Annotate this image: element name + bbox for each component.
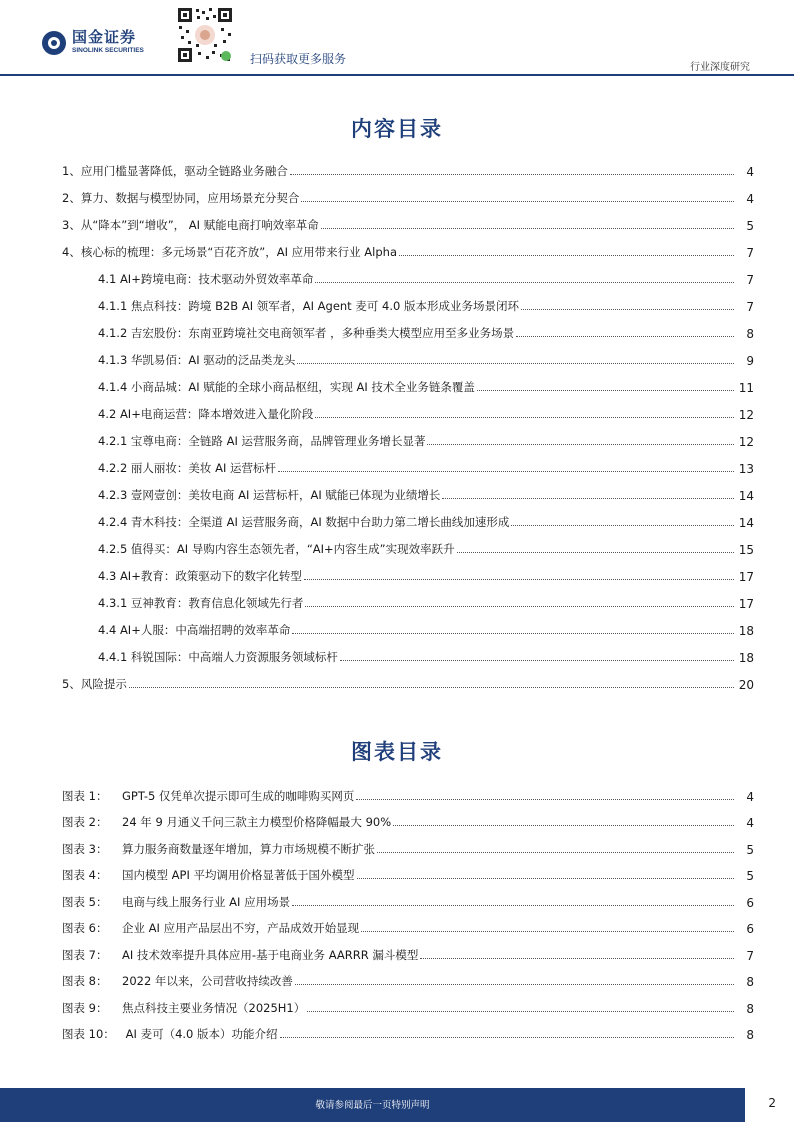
toc-entry-label: 5、风险提示 [62, 677, 127, 691]
toc-entry[interactable] [62, 530, 754, 557]
figure-entry-text: AI 技术效率提升具体应用-基于电商业务 AARRR 漏斗模型 [122, 947, 419, 962]
figure-entry-text: 国内模型 API 平均调用价格显著低于国外模型 [122, 868, 355, 882]
toc-entry-label: 4、核心标的梳理：多元场景“百花齐放”，AI 应用带来行业 Alpha [62, 245, 397, 259]
toc-entry-page: 17 [738, 597, 754, 611]
toc-entry-page: 14 [738, 516, 754, 530]
figure-entry-page: 4 [746, 789, 754, 804]
toc-entry-page: 5 [746, 219, 754, 233]
toc-entry-page: 11 [738, 381, 754, 395]
leader-dots [278, 471, 734, 472]
toc-entry[interactable] [62, 503, 754, 530]
figure-entry-prefix: 图表 6： [62, 921, 108, 935]
leader-dots [305, 606, 734, 607]
toc-entry-label: 4.4.1 科锐国际：中高端人力资源服务领域标杆 [98, 650, 338, 664]
leader-dots [393, 825, 734, 826]
leader-dots [427, 444, 734, 445]
figure-entry[interactable] [62, 910, 754, 937]
figure-entry-prefix: 图表 10： [62, 1027, 115, 1041]
leader-dots [321, 228, 734, 229]
figure-entry-label [62, 947, 420, 963]
figure-entry[interactable] [62, 857, 754, 884]
toc-entry-label: 4.1 AI+跨境电商：技术驱动外贸效率革命 [98, 272, 314, 286]
figure-entry-prefix: 图表 1： [62, 788, 108, 803]
header-divider [0, 74, 794, 76]
toc-entry-label: 2、算力、数据与模型协同，应用场景充分契合 [62, 191, 300, 205]
toc-entry-page: 15 [738, 543, 754, 557]
toc-entry-page: 7 [746, 300, 754, 314]
toc-entry[interactable] [62, 422, 754, 449]
figure-entry[interactable] [62, 936, 754, 963]
leader-dots [521, 309, 734, 310]
toc-entry[interactable] [62, 152, 754, 179]
toc-entry[interactable] [62, 341, 754, 368]
figure-entry-prefix: 图表 8： [62, 974, 108, 988]
figure-entry-prefix: 图表 7： [62, 947, 108, 962]
toc-entry[interactable] [62, 179, 754, 206]
figure-entry-text: 2022 年以来，公司营收持续改善 [122, 974, 293, 988]
figure-entry-prefix: 图表 3： [62, 841, 108, 856]
toc-entry[interactable] [62, 557, 754, 584]
leader-dots [315, 417, 734, 418]
figure-entry[interactable] [62, 989, 754, 1016]
toc-entry-page: 7 [746, 273, 754, 287]
logo-en-text: SINOLINK SECURITIES [72, 47, 144, 54]
leader-dots [295, 984, 734, 985]
toc-entry-label: 4.2.1 宝尊电商：全链路 AI 运营服务商，品牌管理业务增长显著 [98, 434, 426, 448]
figure-entry-label [62, 894, 292, 910]
leader-dots [477, 390, 734, 391]
figure-entry-prefix: 图表 5： [62, 894, 108, 909]
footer-disclaimer: 敬请参阅最后一页特别声明 [315, 1100, 430, 1111]
toc-entry-label: 4.3 AI+教育：政策驱动下的数字化转型 [98, 569, 302, 583]
figure-entry-page: 7 [746, 948, 754, 963]
figure-entry-page: 6 [746, 895, 754, 910]
toc-entry-page: 9 [746, 354, 754, 368]
toc-entry-label: 1、应用门槛显著降低，驱动全链路业务融合 [62, 164, 288, 178]
toc-entry-label: 4.1.2 吉宏股份：东南亚跨境社交电商领军者 ，多种垂类大模型应用至多业务场景 [98, 326, 515, 340]
leader-dots [129, 687, 734, 688]
figure-entry-text: 电商与线上服务行业 AI 应用场景 [122, 894, 291, 909]
toc-entry-page: 12 [738, 408, 754, 422]
figure-entry[interactable] [62, 963, 754, 990]
figure-entry-page: 8 [746, 1001, 754, 1016]
figure-entry-page: 5 [746, 869, 754, 883]
toc-entry-page: 17 [738, 570, 754, 584]
logo-cn-text: 国金证券 [72, 29, 137, 46]
figure-entry-page: 5 [746, 842, 754, 857]
leader-dots [511, 525, 734, 526]
figure-entry[interactable] [62, 830, 754, 857]
report-type-label: 行业深度研究 [690, 62, 750, 73]
figure-entry-text: 算力服务商数量逐年增加，算力市场规模不断扩张 [122, 841, 375, 856]
toc-entry-label: 4.2 AI+电商运营：降本增效进入量化阶段 [98, 407, 314, 421]
figure-list-title: 图表目录 [351, 739, 443, 764]
figure-entry-prefix: 图表 2： [62, 815, 108, 829]
leader-dots [399, 255, 734, 256]
leader-dots [516, 336, 734, 337]
toc-entry-page: 20 [738, 678, 754, 692]
toc-entry-page: 7 [746, 246, 754, 260]
leader-dots [420, 958, 734, 959]
figure-entry-text: AI 麦可（4.0 版本）功能介绍 [122, 1027, 278, 1041]
toc-entry-label: 4.3.1 豆神教育：教育信息化领域先行者 [98, 596, 304, 610]
toc-entry[interactable] [62, 611, 754, 638]
figure-entry-text: GPT-5 仅凭单次提示即可生成的咖啡购买网页 [122, 788, 355, 803]
figure-entry-label [62, 973, 295, 989]
toc-entry[interactable] [62, 449, 754, 476]
toc-entry[interactable] [62, 260, 754, 287]
toc-entry-label: 3、从“降本”到“增收”， AI 赋能电商打响效率革命 [62, 218, 319, 232]
toc-entry-page: 14 [738, 489, 754, 503]
logo-mark-icon [42, 31, 66, 55]
toc-entry-page: 18 [738, 624, 754, 638]
toc-entry-page: 13 [738, 462, 754, 476]
figure-list [62, 777, 754, 1042]
figure-entry[interactable] [62, 777, 754, 804]
figure-entry-page: 6 [746, 922, 754, 936]
figure-entry-page: 4 [746, 816, 754, 830]
leader-dots [297, 363, 734, 364]
figure-entry-label [62, 1026, 280, 1042]
figure-entry-label [62, 920, 361, 936]
leader-dots [361, 931, 734, 932]
toc-entry-page: 8 [746, 327, 754, 341]
figure-entry[interactable] [62, 804, 754, 831]
figure-entry-prefix: 图表 4： [62, 868, 108, 882]
figure-entry-text: 企业 AI 应用产品层出不穷，产品成效开始显现 [122, 921, 360, 935]
toc-entry-page: 4 [746, 192, 754, 206]
toc-entry-label: 4.1.4 小商品城：AI 赋能的全球小商品枢纽，实现 AI 技术全业务链条覆盖 [98, 380, 475, 394]
figure-entry-label [62, 1000, 307, 1016]
toc-entry[interactable] [62, 287, 754, 314]
toc-entry-page: 18 [738, 651, 754, 665]
toc-entry-label: 4.1.1 焦点科技：跨境 B2B AI 领军者，AI Agent 麦可 4.0 版本形成业务场景闭环 [98, 299, 519, 313]
leader-dots [307, 1011, 734, 1012]
leader-dots [357, 878, 734, 879]
toc-entry[interactable] [62, 665, 754, 692]
leader-dots [304, 579, 734, 580]
leader-dots [457, 552, 734, 553]
toc-entry-page: 4 [746, 165, 754, 179]
figure-entry-label [62, 814, 393, 830]
figure-entry-label [62, 867, 357, 883]
toc-entry-label: 4.2.3 壹网壹创：美妆电商 AI 运营标杆，AI 赋能已体现为业绩增长 [98, 488, 441, 502]
toc-entry[interactable] [62, 368, 754, 395]
toc-entry-label: 4.1.3 华凯易佰：AI 驱动的泛品类龙头 [98, 353, 296, 367]
leader-dots [315, 282, 734, 283]
qr-code-icon[interactable] [176, 6, 234, 64]
toc-entry-label: 4.4 AI+人服：中高端招聘的效率革命 [98, 623, 291, 637]
leader-dots [442, 498, 734, 499]
toc-entry-label: 4.2.5 值得买：AI 导购内容生态领先者，“AI+内容生成”实现效率跃升 [98, 542, 455, 556]
leader-dots [280, 1037, 734, 1038]
page-header [0, 0, 794, 76]
figure-entry-text: 24 年 9 月通义千问三款主力模型价格降幅最大 90% [122, 815, 392, 829]
toc-entry-label: 4.2.4 青木科技：全渠道 AI 运营服务商，AI 数据中台助力第二增长曲线加速形成 [98, 515, 510, 529]
figure-entry[interactable] [62, 1016, 754, 1043]
figure-entry-text: 焦点科技主要业务情况（2025H1） [122, 1000, 306, 1015]
toc-entry[interactable] [62, 314, 754, 341]
company-logo [42, 30, 144, 55]
toc-entry[interactable] [62, 476, 754, 503]
figure-entry-page: 8 [746, 1028, 754, 1042]
toc-entry[interactable] [62, 395, 754, 422]
toc-entry[interactable] [62, 233, 754, 260]
page-number: 2 [768, 1096, 776, 1110]
toc-title: 内容目录 [351, 116, 443, 141]
leader-dots [356, 799, 734, 800]
leader-dots [292, 633, 734, 634]
leader-dots [301, 201, 734, 202]
qr-caption: 扫码获取更多服务 [250, 52, 347, 66]
leader-dots [377, 852, 734, 853]
figure-entry-page: 8 [746, 975, 754, 989]
leader-dots [292, 905, 734, 906]
figure-entry-prefix: 图表 9： [62, 1000, 108, 1015]
leader-dots [290, 174, 734, 175]
toc-entry[interactable] [62, 584, 754, 611]
figure-entry-label [62, 788, 356, 804]
figure-entry[interactable] [62, 883, 754, 910]
figure-entry-label [62, 841, 377, 857]
toc-entry[interactable] [62, 638, 754, 665]
toc-entry-label: 4.2.2 丽人丽妆：美妆 AI 运营标杆 [98, 461, 276, 475]
toc-entry[interactable] [62, 206, 754, 233]
toc-list [62, 152, 754, 692]
toc-entry-page: 12 [738, 435, 754, 449]
leader-dots [340, 660, 734, 661]
